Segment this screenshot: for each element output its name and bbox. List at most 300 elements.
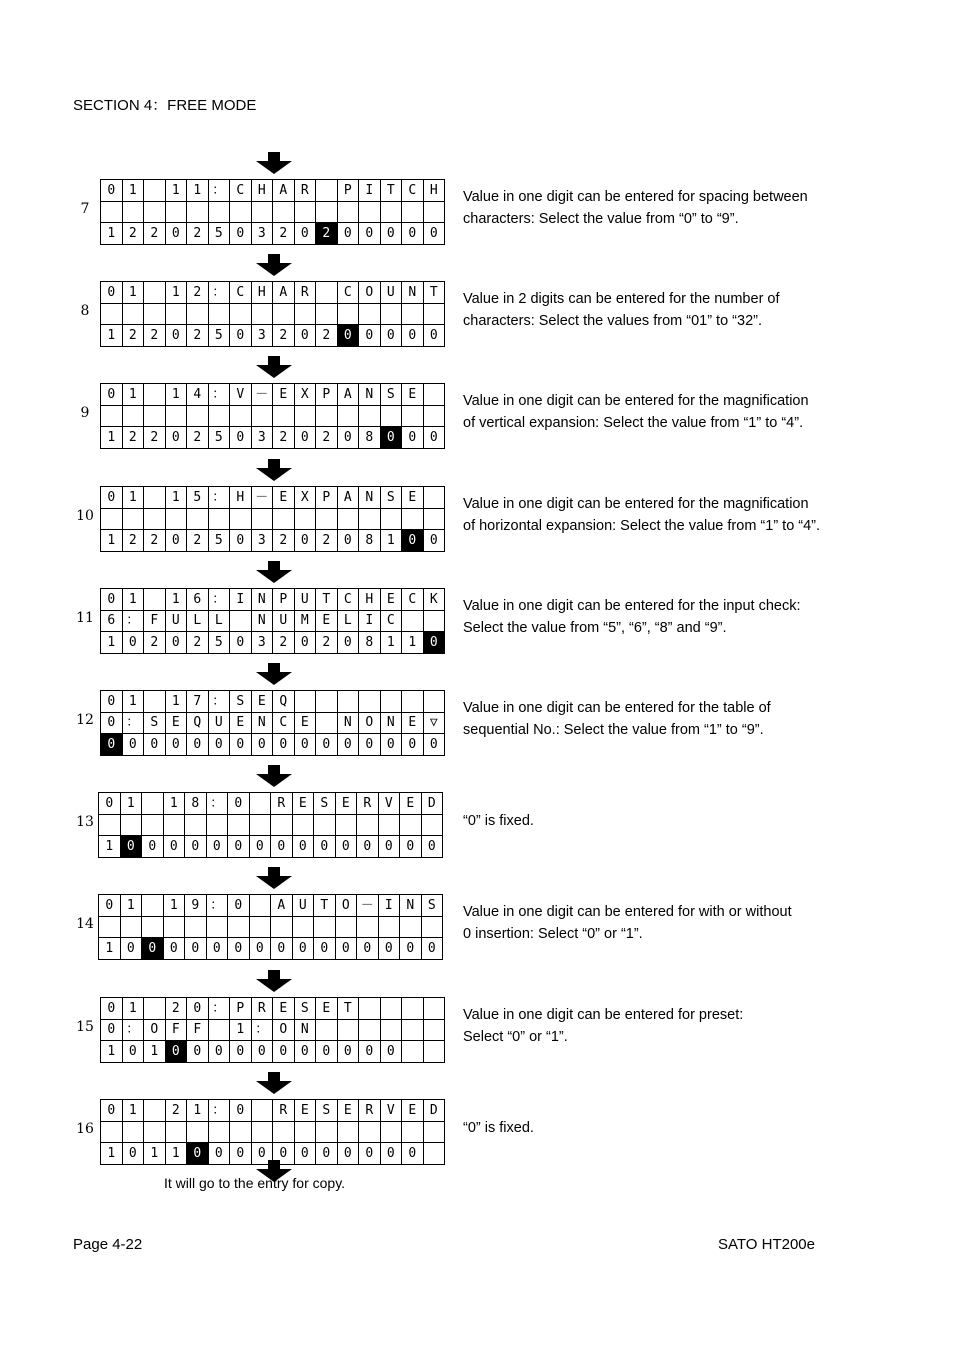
lcd-cell <box>338 1020 360 1042</box>
lcd-cell: M <box>295 611 317 633</box>
lcd-cell: 1 <box>187 180 209 202</box>
lcd-cell <box>187 304 209 326</box>
lcd-cell <box>142 793 164 815</box>
lcd-cell: 0 <box>338 1143 360 1165</box>
lcd-cell: N <box>359 384 381 406</box>
lcd-cell: 8 <box>359 632 381 654</box>
lcd-cell: ： <box>209 691 231 713</box>
step-7 <box>0 179 954 245</box>
lcd-cell: 0 <box>164 836 186 858</box>
lcd-cell: 1 <box>166 691 188 713</box>
lcd-cell <box>316 1122 338 1144</box>
lcd-cell: D <box>424 1100 446 1122</box>
lcd-cell: 2 <box>316 530 338 552</box>
lcd-cell: 0 <box>166 734 188 756</box>
lcd-cell: 0 <box>101 998 123 1020</box>
lcd-cell: 1 <box>101 632 123 654</box>
lcd-cell <box>166 1122 188 1144</box>
lcd-cell <box>187 406 209 428</box>
lcd-cell <box>316 180 338 202</box>
lcd-cell: 2 <box>187 325 209 347</box>
lcd-cell: H <box>359 589 381 611</box>
lcd-cell: 0 <box>273 734 295 756</box>
lcd-cell <box>273 202 295 224</box>
lcd-cell: 0 <box>101 487 123 509</box>
lcd-cell <box>359 304 381 326</box>
lcd-cell: 0 <box>273 1041 295 1063</box>
lcd-cell <box>144 1100 166 1122</box>
lcd-cell: 0 <box>228 793 250 815</box>
lcd-cell <box>424 611 446 633</box>
lcd-cell <box>252 304 274 326</box>
step-description <box>463 493 863 537</box>
lcd-cell: 7 <box>187 691 209 713</box>
lcd-cell: 3 <box>252 223 274 245</box>
lcd-cell <box>142 917 164 939</box>
lcd-cell: 6 <box>101 611 123 633</box>
lcd-cell: ： <box>123 1020 145 1042</box>
lcd-cell <box>123 1122 145 1144</box>
lcd-cell: 2 <box>123 325 145 347</box>
lcd-cell: S <box>295 998 317 1020</box>
lcd-cell: E <box>402 384 424 406</box>
lcd-cell: 5 <box>209 325 231 347</box>
description-line: characters: Select the values from “01” to “32”. <box>463 313 762 329</box>
lcd-cell: 2 <box>144 632 166 654</box>
lcd-cell <box>252 1100 274 1122</box>
lcd-cell <box>316 691 338 713</box>
lcd-cell <box>402 406 424 428</box>
lcd-cell: S <box>422 895 444 917</box>
lcd-cell: C <box>338 282 360 304</box>
description-line: of horizontal expansion: Select the value from “1” to “4”. <box>463 518 821 534</box>
lcd-cell: 1 <box>144 1143 166 1165</box>
lcd-cell <box>316 1020 338 1042</box>
lcd-cell <box>144 384 166 406</box>
lcd-cell <box>424 384 446 406</box>
down-arrow-icon <box>254 970 294 992</box>
lcd-cell: N <box>295 1020 317 1042</box>
lcd-cell: E <box>273 998 295 1020</box>
lcd-cell: 0 <box>295 325 317 347</box>
lcd-cell <box>338 304 360 326</box>
lcd-cell: 0 <box>123 1041 145 1063</box>
lcd-cell: E <box>273 487 295 509</box>
lcd-cell <box>230 304 252 326</box>
lcd-cell: Q <box>273 691 295 713</box>
lcd-cell: ： <box>209 282 231 304</box>
description-line: of vertical expansion: Select the value from “1” to “4”. <box>463 415 804 431</box>
lcd-cell <box>424 202 446 224</box>
lcd-cell: 0 <box>230 1041 252 1063</box>
step-8 <box>0 281 954 347</box>
lcd-cell <box>144 202 166 224</box>
lcd-display <box>100 1099 445 1165</box>
down-arrow-icon <box>254 356 294 378</box>
lcd-cell: 1 <box>123 998 145 1020</box>
step-10 <box>0 486 954 552</box>
step-number: 10 <box>76 508 94 524</box>
lcd-cell <box>359 1020 381 1042</box>
step-number: 16 <box>76 1121 94 1137</box>
lcd-cell <box>402 691 424 713</box>
lcd-cell <box>144 487 166 509</box>
lcd-cell <box>402 304 424 326</box>
lcd-cell: ： <box>209 487 231 509</box>
description-line: sequential No.: Select the value from “1” to “9”. <box>463 722 764 738</box>
lcd-cell: 2 <box>123 427 145 449</box>
lcd-cell <box>273 509 295 531</box>
lcd-cell: 2 <box>273 325 295 347</box>
lcd-cell: 0 <box>230 1143 252 1165</box>
lcd-cell <box>422 917 444 939</box>
lcd-cell <box>402 1041 424 1063</box>
down-arrow-icon <box>254 152 294 174</box>
lcd-display <box>100 383 445 449</box>
lcd-cell: N <box>381 713 403 735</box>
step-description <box>463 901 863 945</box>
lcd-cell: 0 <box>338 1041 360 1063</box>
lcd-cursor-cell: 0 <box>187 1143 209 1165</box>
lcd-cell: 0 <box>187 998 209 1020</box>
lcd-cell: 0 <box>164 938 186 960</box>
lcd-cell: O <box>336 895 358 917</box>
lcd-cell: L <box>209 611 231 633</box>
step-number: 9 <box>80 405 90 421</box>
lcd-cell: 0 <box>295 223 317 245</box>
lcd-cell: 1 <box>381 632 403 654</box>
lcd-cell: S <box>381 487 403 509</box>
lcd-cell: V <box>381 1100 403 1122</box>
lcd-cell: P <box>338 180 360 202</box>
lcd-cell <box>230 611 252 633</box>
lcd-cell: 0 <box>230 325 252 347</box>
lcd-cell: O <box>144 1020 166 1042</box>
lcd-cell: D <box>422 793 444 815</box>
lcd-cell: 0 <box>359 325 381 347</box>
lcd-cell: 3 <box>252 427 274 449</box>
down-arrow-icon <box>254 459 294 481</box>
lcd-cell <box>142 815 164 837</box>
lcd-cell: 2 <box>187 530 209 552</box>
lcd-cell <box>209 509 231 531</box>
lcd-cell: 1 <box>121 793 143 815</box>
lcd-cell: E <box>295 713 317 735</box>
lcd-cell: T <box>424 282 446 304</box>
lcd-cell: V <box>379 793 401 815</box>
lcd-cell <box>144 180 166 202</box>
lcd-cell: 1 <box>121 895 143 917</box>
lcd-cell <box>101 304 123 326</box>
lcd-cell: ： <box>123 611 145 633</box>
lcd-cell: 0 <box>166 427 188 449</box>
lcd-cell <box>338 691 360 713</box>
lcd-cell: U <box>166 611 188 633</box>
lcd-cell <box>402 202 424 224</box>
lcd-cell: ： <box>207 793 229 815</box>
lcd-cell <box>359 406 381 428</box>
lcd-cell <box>359 1122 381 1144</box>
lcd-cell <box>273 304 295 326</box>
lcd-cell: F <box>187 1020 209 1042</box>
lcd-cell <box>359 509 381 531</box>
lcd-cell <box>121 815 143 837</box>
lcd-cell: 1 <box>101 325 123 347</box>
lcd-cell: 1 <box>381 530 403 552</box>
lcd-cell <box>101 202 123 224</box>
lcd-cell: E <box>338 1100 360 1122</box>
lcd-cell <box>144 304 166 326</box>
lcd-cell: 1 <box>230 1020 252 1042</box>
lcd-cell <box>381 304 403 326</box>
lcd-cell: ▽ <box>424 713 446 735</box>
lcd-cell: 9 <box>185 895 207 917</box>
lcd-cell <box>381 1020 403 1042</box>
lcd-cell: S <box>314 793 336 815</box>
lcd-cell: 0 <box>400 836 422 858</box>
lcd-cell: 2 <box>273 223 295 245</box>
lcd-cell: R <box>357 793 379 815</box>
lcd-cursor-cell: 0 <box>424 632 446 654</box>
lcd-cell <box>424 487 446 509</box>
lcd-cell: ： <box>209 1100 231 1122</box>
lcd-display <box>98 894 443 960</box>
description-line: Value in one digit can be entered for spacing between <box>463 189 808 205</box>
description-line: “0” is fixed. <box>463 813 534 829</box>
lcd-cell: H <box>230 487 252 509</box>
lcd-display <box>100 997 445 1063</box>
description-line: “0” is fixed. <box>463 1120 534 1136</box>
lcd-display <box>100 690 445 756</box>
step-description <box>463 186 863 230</box>
lcd-cell: 5 <box>209 632 231 654</box>
lcd-cell: T <box>316 589 338 611</box>
lcd-cell: O <box>273 1020 295 1042</box>
lcd-cell: R <box>295 282 317 304</box>
step-12 <box>0 690 954 756</box>
lcd-cell: 0 <box>271 836 293 858</box>
lcd-cell <box>166 509 188 531</box>
lcd-cell <box>295 691 317 713</box>
lcd-cell: 0 <box>166 530 188 552</box>
lcd-cell: K <box>424 589 446 611</box>
lcd-cell: 0 <box>166 325 188 347</box>
lcd-cell: E <box>316 998 338 1020</box>
lcd-cell <box>228 917 250 939</box>
lcd-cursor-cell: 0 <box>101 734 123 756</box>
lcd-cell: 2 <box>187 632 209 654</box>
lcd-cell: T <box>314 895 336 917</box>
lcd-cell: E <box>293 793 315 815</box>
lcd-cell <box>121 917 143 939</box>
down-arrow-icon <box>254 561 294 583</box>
lcd-cell: 2 <box>144 427 166 449</box>
lcd-cell <box>230 406 252 428</box>
step-number: 7 <box>80 201 90 217</box>
lcd-cell: E <box>230 713 252 735</box>
lcd-cursor-cell: 0 <box>338 325 360 347</box>
step-number: 13 <box>76 814 94 830</box>
lcd-cell: 0 <box>422 938 444 960</box>
lcd-cell <box>207 917 229 939</box>
lcd-cell: 0 <box>187 1041 209 1063</box>
lcd-cell: U <box>295 589 317 611</box>
lcd-cell: R <box>271 793 293 815</box>
description-line: 0 insertion: Select “0” or “1”. <box>463 926 643 942</box>
lcd-cell <box>381 509 403 531</box>
lcd-cell: 0 <box>209 1143 231 1165</box>
lcd-cell <box>381 998 403 1020</box>
lcd-cell <box>144 691 166 713</box>
lcd-cell <box>101 406 123 428</box>
lcd-cell <box>295 509 317 531</box>
lcd-cell: ： <box>209 180 231 202</box>
lcd-cell: － <box>252 384 274 406</box>
lcd-cell: 1 <box>164 793 186 815</box>
lcd-cell: ： <box>123 713 145 735</box>
lcd-cell: A <box>271 895 293 917</box>
lcd-cell: X <box>295 384 317 406</box>
lcd-cell: S <box>381 384 403 406</box>
page-number: Page 4-22 <box>73 1236 143 1253</box>
lcd-cell: 0 <box>209 734 231 756</box>
lcd-cell: 0 <box>359 223 381 245</box>
lcd-cell: 0 <box>357 836 379 858</box>
lcd-cell: N <box>359 487 381 509</box>
lcd-cell: 1 <box>166 384 188 406</box>
lcd-cell: 0 <box>357 938 379 960</box>
lcd-cell: 0 <box>402 1143 424 1165</box>
lcd-cell: 0 <box>252 734 274 756</box>
lcd-cell: 0 <box>295 1041 317 1063</box>
step-number: 11 <box>76 610 94 626</box>
lcd-cell: ： <box>209 384 231 406</box>
lcd-cell: C <box>273 713 295 735</box>
lcd-cell <box>424 1122 446 1144</box>
lcd-cell <box>144 589 166 611</box>
lcd-cell <box>381 406 403 428</box>
lcd-cell: E <box>400 793 422 815</box>
lcd-cell: R <box>359 1100 381 1122</box>
lcd-cell <box>402 509 424 531</box>
step-15 <box>0 997 954 1063</box>
lcd-cell: 0 <box>314 938 336 960</box>
lcd-cell: 1 <box>144 1041 166 1063</box>
step-9 <box>0 383 954 449</box>
lcd-cell <box>99 917 121 939</box>
lcd-cell <box>164 815 186 837</box>
model-name: SATO HT200e <box>718 1236 815 1253</box>
lcd-cell: 0 <box>381 223 403 245</box>
lcd-cell <box>400 917 422 939</box>
step-description <box>463 1004 863 1048</box>
lcd-cell: 5 <box>209 223 231 245</box>
lcd-cell: 2 <box>316 427 338 449</box>
lcd-cell: 0 <box>250 836 272 858</box>
step-description <box>463 390 863 434</box>
lcd-cell: 0 <box>252 1041 274 1063</box>
step-number: 15 <box>76 1019 94 1035</box>
lcd-cell: 0 <box>228 938 250 960</box>
lcd-cell: 0 <box>316 1143 338 1165</box>
lcd-cell: 0 <box>402 734 424 756</box>
lcd-cell <box>250 917 272 939</box>
lcd-cell <box>338 202 360 224</box>
lcd-cell: R <box>252 998 274 1020</box>
lcd-cell: T <box>338 998 360 1020</box>
lcd-cell: 1 <box>101 223 123 245</box>
lcd-cell: P <box>273 589 295 611</box>
lcd-cell <box>250 815 272 837</box>
lcd-cell: 0 <box>271 938 293 960</box>
lcd-cell <box>338 1122 360 1144</box>
lcd-cell <box>123 406 145 428</box>
lcd-cell: L <box>338 611 360 633</box>
lcd-cell <box>316 713 338 735</box>
description-line: Value in one digit can be entered for the magnification <box>463 393 809 409</box>
lcd-cell <box>209 1020 231 1042</box>
description-line: characters: Select the value from “0” to “9”. <box>463 211 739 227</box>
lcd-cell: S <box>316 1100 338 1122</box>
lcd-cell: H <box>424 180 446 202</box>
lcd-cell: 0 <box>209 1041 231 1063</box>
lcd-cell: N <box>252 589 274 611</box>
lcd-cell: 0 <box>250 938 272 960</box>
lcd-cell: 0 <box>424 427 446 449</box>
lcd-cell: 0 <box>381 734 403 756</box>
lcd-cell: 0 <box>207 836 229 858</box>
lcd-cell: 8 <box>359 530 381 552</box>
lcd-cell <box>185 815 207 837</box>
lcd-cell: 2 <box>273 427 295 449</box>
lcd-cell: P <box>230 998 252 1020</box>
description-line: Value in one digit can be entered for preset: <box>463 1007 744 1023</box>
lcd-cell: 8 <box>359 427 381 449</box>
lcd-cell: 0 <box>381 325 403 347</box>
lcd-cell: U <box>381 282 403 304</box>
lcd-cell <box>273 1122 295 1144</box>
lcd-cell: 0 <box>422 836 444 858</box>
lcd-cell: 0 <box>381 1143 403 1165</box>
lcd-cell: 1 <box>99 836 121 858</box>
lcd-cell: 0 <box>187 734 209 756</box>
lcd-cell <box>207 815 229 837</box>
lcd-cell: A <box>273 282 295 304</box>
lcd-cell: 0 <box>295 734 317 756</box>
lcd-cell: － <box>252 487 274 509</box>
lcd-cell: 1 <box>166 589 188 611</box>
lcd-cell <box>316 282 338 304</box>
lcd-cell <box>144 998 166 1020</box>
lcd-cell: 1 <box>123 384 145 406</box>
lcd-cell: 0 <box>252 1143 274 1165</box>
lcd-cell: C <box>402 180 424 202</box>
lcd-cell: 0 <box>295 632 317 654</box>
lcd-cell: 5 <box>209 530 231 552</box>
lcd-cell: E <box>402 1100 424 1122</box>
lcd-cell: 1 <box>164 895 186 917</box>
lcd-cell <box>338 406 360 428</box>
lcd-cursor-cell: 0 <box>402 530 424 552</box>
lcd-cell: 0 <box>295 530 317 552</box>
lcd-cell: 0 <box>99 895 121 917</box>
lcd-cell: E <box>252 691 274 713</box>
lcd-cell <box>164 917 186 939</box>
lcd-cell: 2 <box>273 632 295 654</box>
lcd-cell: 6 <box>187 589 209 611</box>
lcd-cell <box>402 998 424 1020</box>
lcd-cell <box>295 202 317 224</box>
